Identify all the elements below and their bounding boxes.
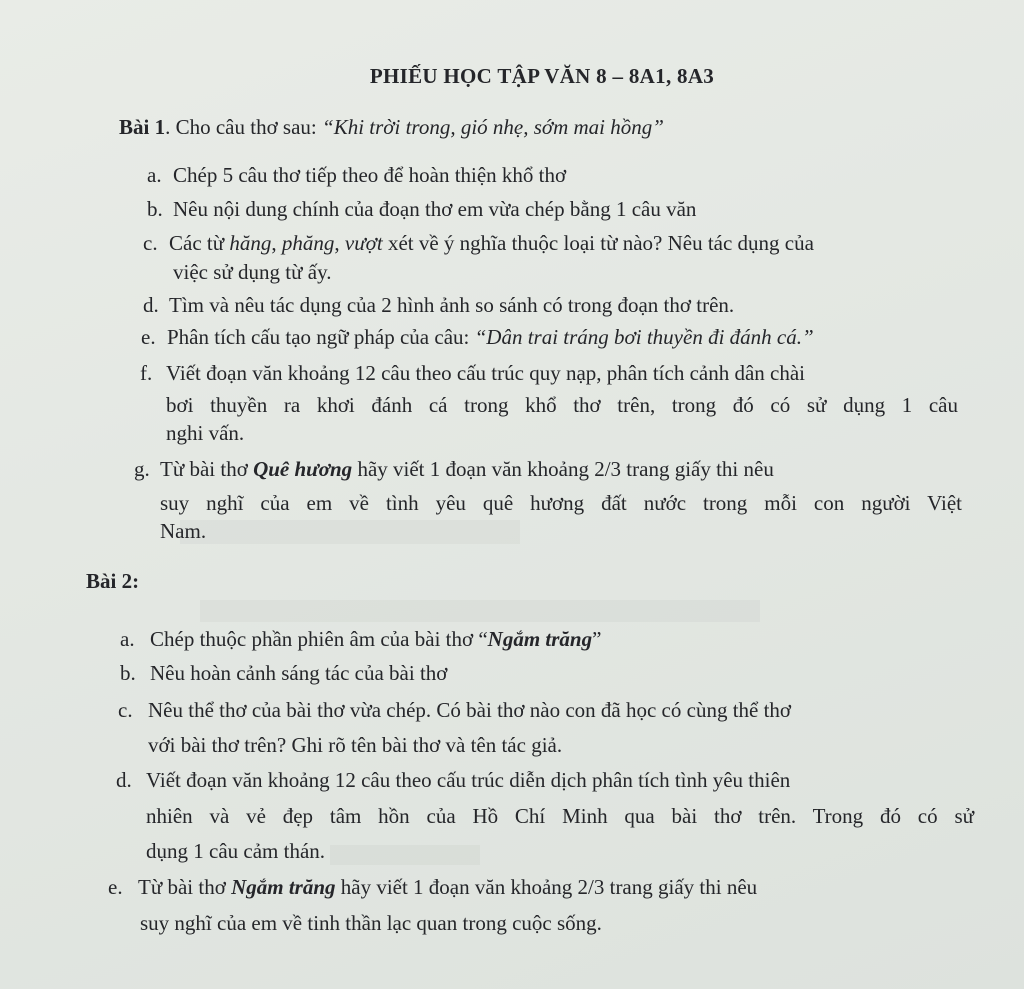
exercise-1-item-d: [143, 290, 734, 320]
item-text: Chép thuộc phần phiên âm của bài thơ “: [150, 627, 488, 651]
item-text: ,: [334, 231, 345, 255]
item-word: vượt: [344, 231, 383, 255]
item-marker: b.: [147, 197, 163, 221]
item-text: ”: [592, 627, 602, 651]
item-text: Nêu nội dung chính của đoạn thơ em vừa chép bằng 1 câu văn: [173, 197, 697, 221]
exercise-1-item-g-line2: [160, 488, 962, 518]
item-text: hãy viết 1 đoạn văn khoảng 2/3 trang giấy thi nêu: [335, 875, 758, 899]
item-text: Phân tích cấu tạo ngữ pháp của câu:: [167, 325, 475, 349]
exercise-1-item-g: [134, 454, 962, 484]
item-marker: c.: [118, 698, 133, 722]
exercise-2-item-d-line3: dụng 1 câu cảm thán.: [146, 839, 326, 863]
item-text: Viết đoạn văn khoảng 12 câu theo cấu trúc diễn dịch phân tích tình yêu thiên: [146, 768, 791, 792]
item-text: suy nghĩ của em về tình yêu quê hương đất nước trong mỗi con người Việt: [160, 491, 962, 515]
item-marker: c.: [143, 231, 158, 255]
exercise-1-intro: . Cho câu thơ sau:: [165, 115, 323, 139]
exercise-1-item-a: [147, 160, 566, 190]
show-through-shadow: [180, 520, 520, 544]
exercise-1-item-b: [147, 194, 696, 224]
exercise-1-item-f: [140, 358, 805, 388]
item-text: Từ bài thơ: [160, 457, 254, 481]
item-quote: “Dân trai tráng bơi thuyền đi đánh cá.”: [474, 325, 814, 349]
item-marker: b.: [120, 661, 136, 685]
item-text: ,: [271, 231, 282, 255]
exercise-1-item-f-line3: nghi vấn.: [166, 421, 245, 445]
item-text: Nêu hoàn cảnh sáng tác của bài thơ: [150, 661, 448, 685]
exercise-2-item-e-line2: suy nghĩ của em về tinh thần lạc quan trong cuộc sống.: [140, 911, 602, 935]
item-text: Tìm và nêu tác dụng của 2 hình ảnh so sánh có trong đoạn thơ trên.: [169, 293, 735, 317]
item-text: Từ bài thơ: [138, 875, 232, 899]
item-marker: a.: [120, 627, 135, 651]
exercise-1-label: Bài 1: [119, 115, 166, 139]
exercise-2-item-c-line2: với bài thơ trên? Ghi rõ tên bài thơ và tên tác giả.: [148, 733, 563, 757]
exercise-2-item-a: [120, 624, 601, 654]
exercise-1-item-g-line3: Nam.: [160, 519, 207, 543]
item-text: nhiên và vẻ đẹp tâm hồn của Hồ Chí Minh qua bài thơ trên. Trong đó có sử: [146, 804, 974, 828]
worksheet-title: PHIẾU HỌC TẬP VĂN 8 – 8A1, 8A3: [369, 64, 715, 88]
item-text: Nêu thể thơ của bài thơ vừa chép. Có bài thơ nào con đã học có cùng thể thơ: [148, 698, 792, 722]
exercise-1-item-e: [141, 322, 814, 352]
item-marker: g.: [134, 457, 150, 481]
exercise-1-item-c-line2: việc sử dụng từ ấy.: [173, 260, 332, 284]
exercise-1-item-c: [143, 228, 814, 258]
show-through-shadow: [330, 845, 480, 865]
item-text: hãy viết 1 đoạn văn khoảng 2/3 trang giấy thi nêu: [352, 457, 774, 481]
exercise-1-quote: “Khi trời trong, gió nhẹ, sớm mai hồng”: [322, 115, 664, 139]
exercise-2-item-c: [118, 695, 791, 725]
exercise-2-item-e: [108, 872, 980, 902]
item-text: xét về ý nghĩa thuộc loại từ nào? Nêu tác dụng của: [382, 231, 814, 255]
item-text: Chép 5 câu thơ tiếp theo để hoàn thiện khổ thơ: [173, 163, 567, 187]
item-marker: a.: [147, 163, 162, 187]
item-word: phăng: [281, 231, 335, 255]
exercise-1-heading: [119, 112, 664, 142]
exercise-2-item-b: [120, 658, 447, 688]
poem-title: Ngắm trăng: [487, 627, 593, 651]
exercise-2-heading: Bài 2:: [86, 569, 140, 593]
poem-title: Quê hương: [253, 457, 353, 481]
poem-title: Ngắm trăng: [231, 875, 336, 899]
item-text: Các từ: [169, 231, 230, 255]
item-word: hăng: [229, 231, 272, 255]
item-marker: d.: [116, 768, 132, 792]
item-text: Viết đoạn văn khoảng 12 câu theo cấu trúc quy nạp, phân tích cảnh dân chài: [166, 361, 806, 385]
exercise-1-item-f-line2: [166, 390, 958, 420]
item-marker: f.: [140, 361, 153, 385]
item-marker: d.: [143, 293, 159, 317]
item-text: bơi thuyền ra khơi đánh cá trong khổ thơ trên, trong đó có sử dụng 1 câu: [166, 393, 958, 417]
show-through-shadow: [200, 600, 760, 622]
item-marker: e.: [141, 325, 156, 349]
item-marker: e.: [108, 875, 123, 899]
exercise-2-item-d-line2: [146, 801, 974, 831]
exercise-2-item-d: [116, 765, 790, 795]
